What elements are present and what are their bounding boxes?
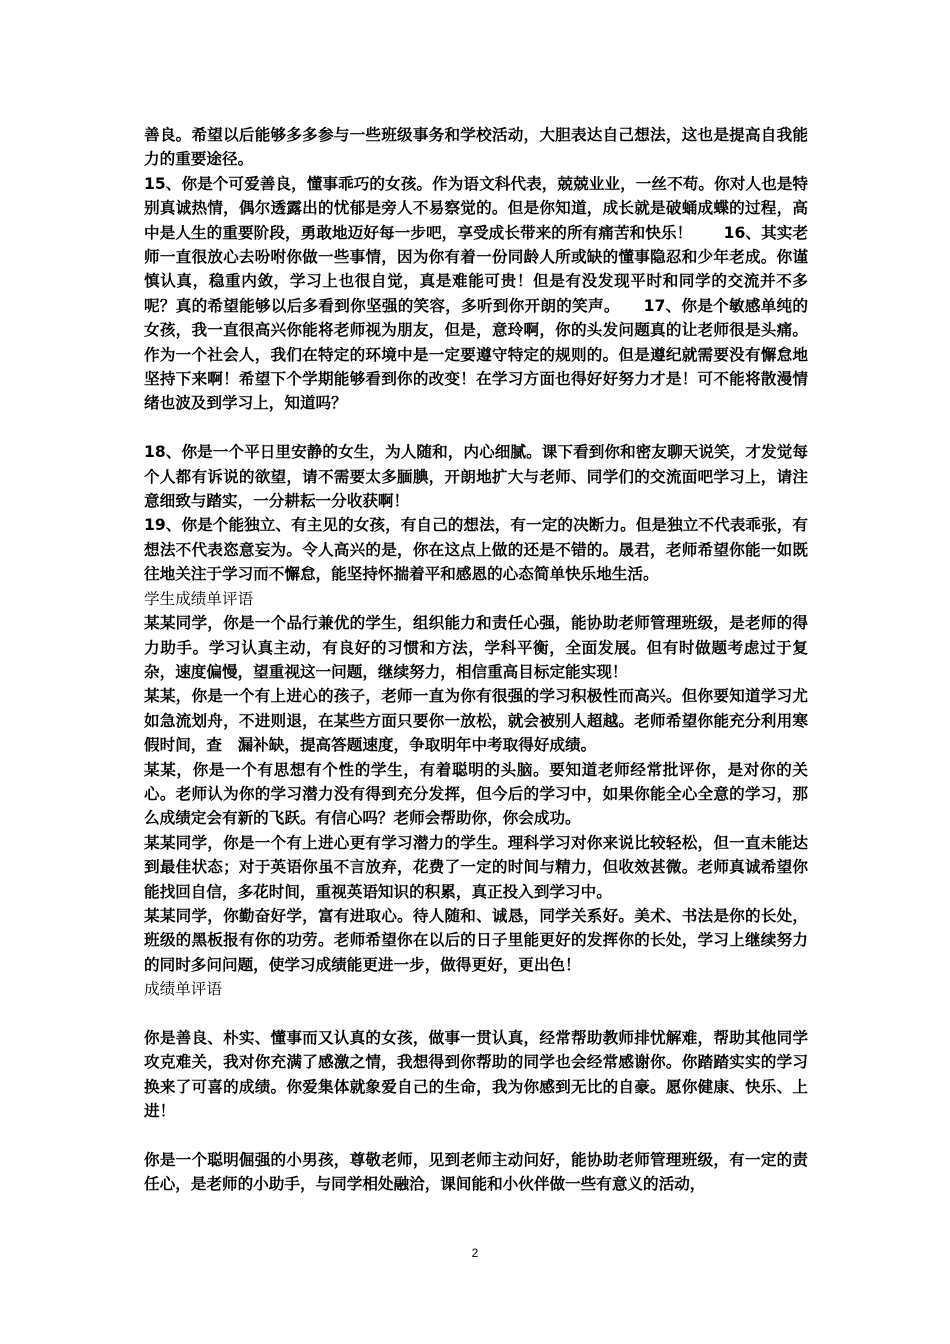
paragraph-comment-d: 某某同学，你是一个有上进心更有学习潜力的学生。理科学习对你来说比较轻松，但一直未能达到最佳状态；对于英语你虽不言放弃，花费了一定的时间与精力，但收效甚微。老师真诚希望你能找回自信，多花时间，重视英语知识的积累，真正投入到学习中。: [144, 833, 808, 901]
paragraph-comment-18: 18、你是一个平日里安静的女生，为人随和，内心细腻。课下看到你和密友聊天说笑，才发觉每个人都有诉说的欲望，请不需要太多腼腆，开朗地扩大与老师、同学们的交流面吧学习上，请注意细致与踏实，一分耕耘一分收获啊！: [144, 443, 808, 511]
paragraph-comment-c: 某某，你是一个有思想有个性的学生，有着聪明的头脑。要知道老师经常批评你，是对你的关心。老师认为你的学习潜力没有得到充分发挥，但今后的学习中，如果你能全心全意的学习，那么成绩定会有新的飞跃。有信心吗？老师会帮助你，你会成功。: [144, 760, 808, 828]
paragraph-comment-e: 某某同学，你勤奋好学，富有进取心。待人随和、诚恳，同学关系好。美术、书法是你的长处，班级的黑板报有你的功劳。老师希望你在以后的日子里能更好的发挥你的长处，学习上继续努力的同时多问问题，使学习成绩能更进一步，做得更好，更出色！: [144, 906, 808, 974]
paragraph-comment-19: 19、你是个能独立、有主见的女孩，有自己的想法，有一定的决断力。但是独立不代表乖张，有想法不代表恣意妄为。令人高兴的是，你在这点上做的还是不错的。晟君，老师希望你能一如既往地关注于学习而不懈怠，能坚持怀揣着平和感恩的心态简单快乐地生活。: [144, 516, 808, 584]
paragraph-comment-f: 你是善良、朴实、懂事而又认真的女孩，做事一贯认真，经常帮助教师排忧解难，帮助其他同学攻克难关，我对你充满了感激之情，我想得到你帮助的同学也会经常感谢你。你踏踏实实的学习换来了可喜的成绩。你爱集体就象爱自己的生命，我为你感到无比的自豪。愿你健康、快乐、上进！: [144, 1029, 808, 1121]
paragraph-comment-g: 你是一个聪明倔强的小男孩，尊敬老师，见到老师主动问好，能协助老师管理班级，有一定的责任心，是老师的小助手，与同学相处融洽，课间能和小伙伴做一些有意义的活动，: [144, 1151, 808, 1194]
section-heading-report-comments: 成绩单评语: [144, 980, 222, 999]
document-body: [144, 123, 808, 1197]
paragraph-comments-15-17: 15、你是个可爱善良，懂事乖巧的女孩。作为语文科代表，兢兢业业，一丝不苟。你对人也是特别真诚热情，偶尔透露出的忧郁是旁人不易察觉的。但是你知道，成长就是破蛹成蝶的过程，高中是人生的重要阶段，勇敢地迈好每一步吧，享受成长带来的所有痛苦和快乐！ 16、其实老师一直很放心去吩咐你做一些事情，因为你有着一份同龄人所或缺的懂事隐忍和少年老成。你谨慎认真，稳重内敛，学习上也很自觉，真是难能可贵！但是有没发现平时和同学的交流并不多呢？真的希望能够以后多看到你坚强的笑容，多听到你开朗的笑声。 17、你是个敏感单纯的女孩，我一直很高兴你能将老师视为朋友，但是，意玲啊，你的头发问题真的让老师很是头痛。作为一个社会人，我们在特定的环境中是一定要遵守特定的规则的。但是遵纪就需要没有懈怠地坚持下来啊！希望下个学期能够看到你的改变！在学习方面也得好好努力才是！可不能将散漫情绪也波及到学习上，知道吗？: [144, 174, 808, 413]
paragraph-comment-a: 某某同学，你是一个品行兼优的学生，组织能力和责任心强，能协助老师管理班级，是老师的得力助手。学习认真主动，有良好的习惯和方法，学科平衡，全面发展。但有时做题考虑过于复杂，速度偏慢，望重视这一问题，继续努力，相信重高目标定能实现！: [144, 614, 808, 681]
page-number: 2: [471, 1246, 479, 1260]
paragraph-comment-b: 某某，你是一个有上进心的孩子，老师一直为你有很强的学习积极性而高兴。但你要知道学习尤如急流划舟，不进则退，在某些方面只要你一放松，就会被别人超越。老师希望你能充分利用寒假时间，查 漏补缺，提高答题速度，争取明年中考取得好成绩。: [144, 687, 808, 755]
section-heading-student-report-comments: 学生成绩单评语: [144, 589, 254, 608]
paragraph-intro-continuation: 善良。希望以后能够多多参与一些班级事务和学校活动，大胆表达自己想法，这也是提高自我能力的重要途径。: [144, 126, 808, 169]
